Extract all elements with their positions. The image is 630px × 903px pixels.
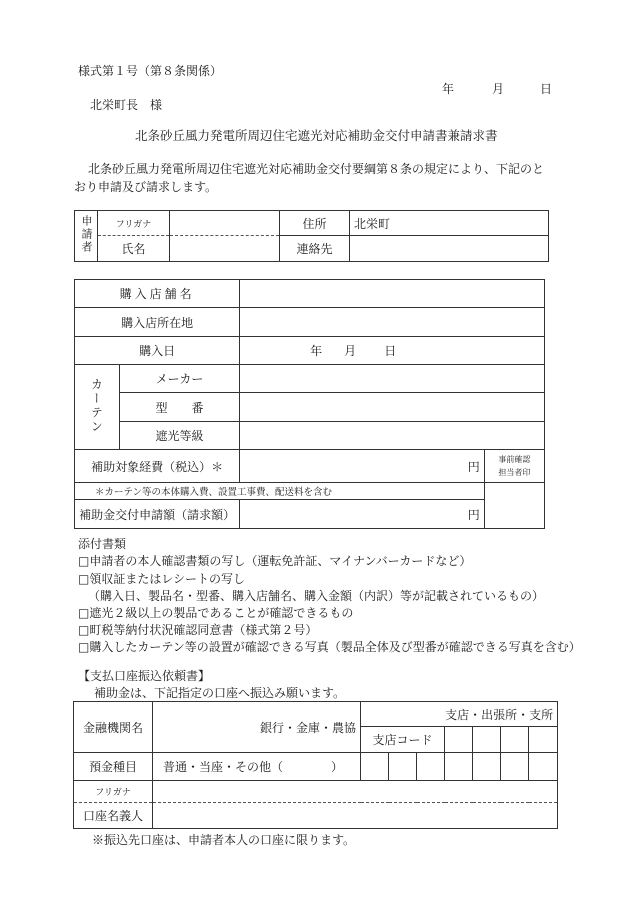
form-number: 様式第１号（第８条関係）: [78, 64, 223, 78]
address-field[interactable]: 北栄町: [350, 211, 549, 236]
account-digit-4[interactable]: [445, 753, 473, 781]
date-day-label: 日: [540, 82, 553, 96]
model-label: 型 番: [119, 393, 239, 422]
precheck-stamp-field[interactable]: [484, 483, 544, 529]
shading-grade-label: 遮光等級: [119, 422, 239, 450]
yen-unit: 円: [467, 507, 480, 522]
purchase-date-field[interactable]: 年 月 日: [240, 337, 545, 365]
branch-code-label: 支店コード: [361, 727, 445, 753]
branch-types: 支店・出張所・支所: [445, 707, 554, 722]
store-address-field[interactable]: [240, 308, 545, 337]
applicant-section-label: 申請者: [75, 211, 98, 262]
institution-types: 銀行・金庫・農協: [259, 720, 356, 735]
contact-label: 連絡先: [280, 236, 350, 262]
page-title: 北条砂丘風力発電所周辺住宅遮光対応補助金交付申請書兼請求書: [135, 128, 498, 143]
curtain-label: カーテン: [75, 365, 120, 450]
branch-field[interactable]: [361, 702, 558, 727]
holder-label: 口座名義人: [74, 803, 153, 829]
intro-line-1: 北条砂丘風力発電所周辺住宅遮光対応補助金交付要綱第８条の規定により、下記のと: [88, 162, 545, 176]
branch-code-digit-1[interactable]: [445, 727, 473, 753]
bank-heading: 【支払口座振込依頼書】: [78, 669, 211, 683]
bank-note: ※振込先口座は、申請者本人の口座に限ります。: [92, 833, 356, 847]
applicant-table: [74, 210, 549, 262]
account-digit-1[interactable]: [361, 753, 389, 781]
holder-furigana-label: フリガナ: [74, 781, 153, 803]
store-name-field[interactable]: [240, 280, 545, 308]
account-digit-2[interactable]: [389, 753, 417, 781]
cost-field[interactable]: [240, 450, 485, 483]
institution-label: 金融機関名: [74, 702, 153, 753]
deposit-type-label: 預金種目: [74, 753, 153, 781]
purchase-date-label: 購入日: [75, 337, 240, 365]
deposit-type-options: 普通・当座・その他（ ）: [163, 760, 344, 774]
cost-label: 補助対象経費（税込）＊: [75, 450, 240, 483]
store-address-label: 購入店所在地: [75, 308, 240, 337]
purchase-table: [74, 279, 545, 529]
branch-code-spacer: [529, 727, 558, 753]
branch-code-digit-3[interactable]: [501, 727, 529, 753]
branch-code-digit-2[interactable]: [473, 727, 501, 753]
attachments-heading: 添付書類: [78, 537, 127, 551]
attachment-item: □申請者の本人確認書類の写し（運転免許証、マイナンバーカードなど）: [78, 554, 472, 568]
furigana-field[interactable]: [170, 211, 280, 236]
request-amount-label: 補助金交付申請額（請求額）: [75, 500, 240, 529]
furigana-label: フリガナ: [98, 211, 170, 236]
bank-subheading: 補助金は、下記指定の口座へ振込み願います。: [94, 686, 346, 700]
attachment-item: □遮光２級以上の製品であることが確認できるもの: [78, 606, 354, 620]
maker-label: メーカー: [119, 365, 239, 393]
date-month-label: 月: [492, 82, 505, 96]
attachment-item-note: （購入日、製品名・型番、購入店舗名、購入金額（内訳）等が記載されているもの）: [88, 589, 545, 603]
addressee: 北栄町長 様: [90, 98, 163, 112]
name-label: 氏名: [98, 236, 170, 262]
precheck-label: 事前確認 担当者印: [484, 450, 544, 483]
yen-unit: 円: [467, 459, 480, 474]
cost-note: ＊カーテン等の本体購入費、設置工事費、配送料を含む: [75, 483, 485, 500]
request-amount-field[interactable]: [240, 500, 485, 529]
attachment-item: □購入したカーテン等の設置が確認できる写真（製品全体及び型番が確認できる写真を含む）: [78, 640, 581, 654]
maker-field[interactable]: [240, 365, 545, 393]
account-digit-3[interactable]: [417, 753, 445, 781]
attachment-item: □領収証またはレシートの写し: [78, 572, 246, 586]
shading-grade-field[interactable]: [240, 422, 545, 450]
address-label: 住所: [280, 211, 350, 236]
institution-field[interactable]: [153, 702, 361, 753]
holder-field[interactable]: [153, 803, 558, 829]
account-digit-7[interactable]: [529, 753, 558, 781]
contact-field[interactable]: [350, 236, 549, 262]
deposit-type-field[interactable]: [153, 753, 361, 781]
model-field[interactable]: [240, 393, 545, 422]
bank-table: [73, 701, 558, 829]
date-year-label: 年: [442, 82, 455, 96]
attachment-item: □町税等納付状況確認同意書（様式第２号）: [78, 623, 318, 637]
account-digit-6[interactable]: [501, 753, 529, 781]
intro-line-2: おり申請及び請求します。: [74, 180, 218, 194]
name-field[interactable]: [170, 236, 280, 262]
account-digit-5[interactable]: [473, 753, 501, 781]
store-name-label: 購入店舗名: [75, 280, 240, 308]
holder-furigana-field[interactable]: [153, 781, 558, 803]
